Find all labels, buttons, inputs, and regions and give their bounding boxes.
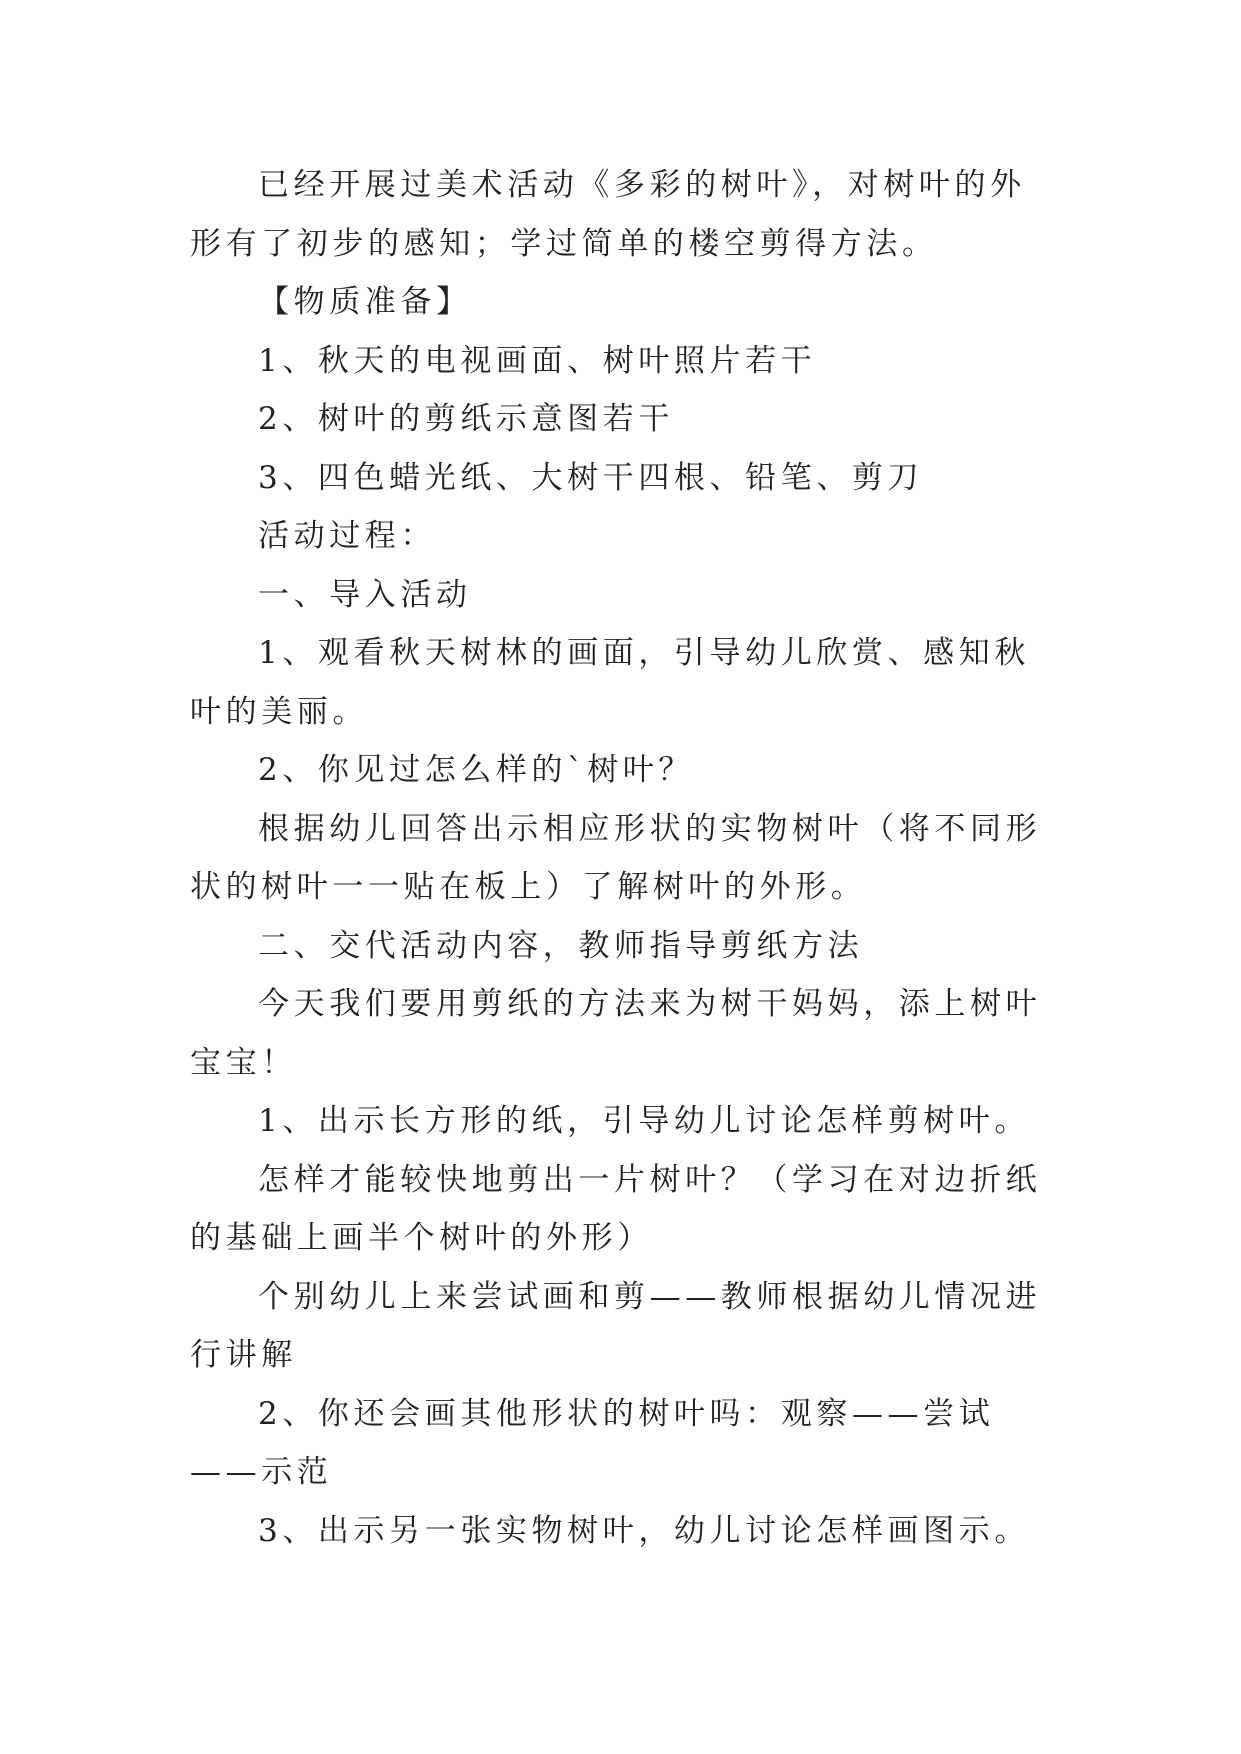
section-heading-2: 二、交代活动内容，教师指导剪纸方法: [258, 927, 864, 964]
list-item-cut-1: 1、出示长方形的纸，引导幼儿讨论怎样剪树叶。: [258, 1103, 1030, 1139]
paragraph-answer-display: 根据幼儿回答出示相应形状的实物树叶（将不同形状的树叶一一贴在板上）了解树叶的外形。: [190, 810, 1042, 905]
paragraph-prior-experience: 已经开展过美术活动《多彩的树叶》，对树叶的外形有了初步的感知；学过简单的楼空剪得方法。: [190, 167, 1026, 262]
list-item-material-3: 3、四色蜡光纸、大树干四根、铅笔、剪刀: [258, 459, 924, 496]
list-item-material-2: 2、树叶的剪纸示意图若干: [258, 401, 674, 437]
list-item-step-2: 2、你见过怎么样的`树叶？: [258, 752, 695, 788]
document-page: [190, 156, 1060, 1560]
heading-activity-process: 活动过程：: [258, 518, 436, 554]
paragraph-individual-try: 个别幼儿上来尝试画和剪——教师根据幼儿情况进行讲解: [190, 1278, 1042, 1373]
paragraph-question: 怎样才能较快地剪出一片树叶？（学习在对边折纸的基础上画半个树叶的外形）: [190, 1161, 1042, 1256]
section-heading-1: 一、导入活动: [258, 576, 472, 613]
list-item-step-1: 1、观看秋天树林的画面，引导幼儿欣赏、感知秋叶的美丽。: [190, 635, 1030, 730]
paragraph-intro-cutting: 今天我们要用剪纸的方法来为树干妈妈，添上树叶宝宝！: [190, 986, 1042, 1081]
list-item-cut-2: 2、你还会画其他形状的树叶吗：观察——尝试——示范: [190, 1395, 995, 1490]
heading-material-preparation: 【物质准备】: [258, 284, 472, 320]
list-item-material-1: 1、秋天的电视画面、树叶照片若干: [258, 342, 817, 379]
list-item-cut-3: 3、出示另一张实物树叶，幼儿讨论怎样画图示。: [258, 1512, 1030, 1549]
